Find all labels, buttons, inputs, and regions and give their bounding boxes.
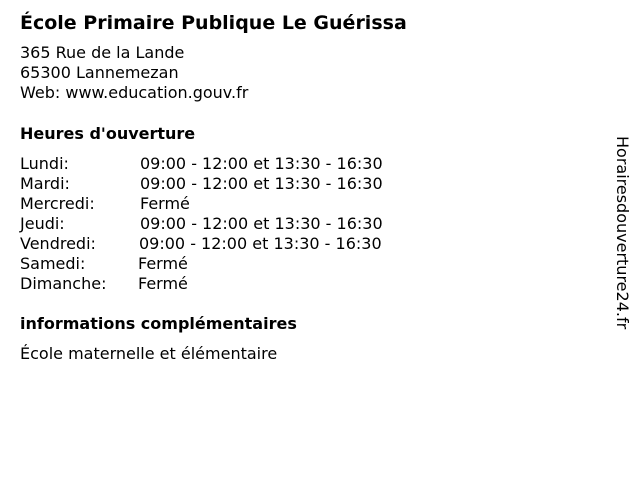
info-heading: informations complémentaires [20,314,297,333]
info-text: École maternelle et élémentaire [20,344,278,363]
time-value: Fermé [140,194,190,213]
address-street: 365 Rue de la Lande [20,43,185,62]
time-value: Fermé [138,274,188,293]
time-value: 09:00 - 12:00 et 13:30 - 16:30 [140,214,383,233]
day-label: Dimanche: [20,274,107,293]
time-value: 09:00 - 12:00 et 13:30 - 16:30 [139,234,382,253]
time-value: Fermé [138,254,188,273]
day-label: Vendredi: [20,234,96,253]
day-label: Jeudi: [20,214,65,233]
brand-watermark: Horairesdouverture24.fr [613,136,632,330]
day-label: Mercredi: [20,194,95,213]
day-label: Mardi: [20,174,70,193]
page-title: École Primaire Publique Le Guérissa [20,12,407,34]
day-label: Lundi: [20,154,69,173]
address-block [20,43,248,103]
time-value: 09:00 - 12:00 et 13:30 - 16:30 [140,174,383,193]
hours-heading: Heures d'ouverture [20,124,196,143]
address-web: Web: www.education.gouv.fr [20,83,249,102]
address-city: 65300 Lannemezan [20,63,179,82]
day-label: Samedi: [20,254,86,273]
time-value: 09:00 - 12:00 et 13:30 - 16:30 [140,154,383,173]
